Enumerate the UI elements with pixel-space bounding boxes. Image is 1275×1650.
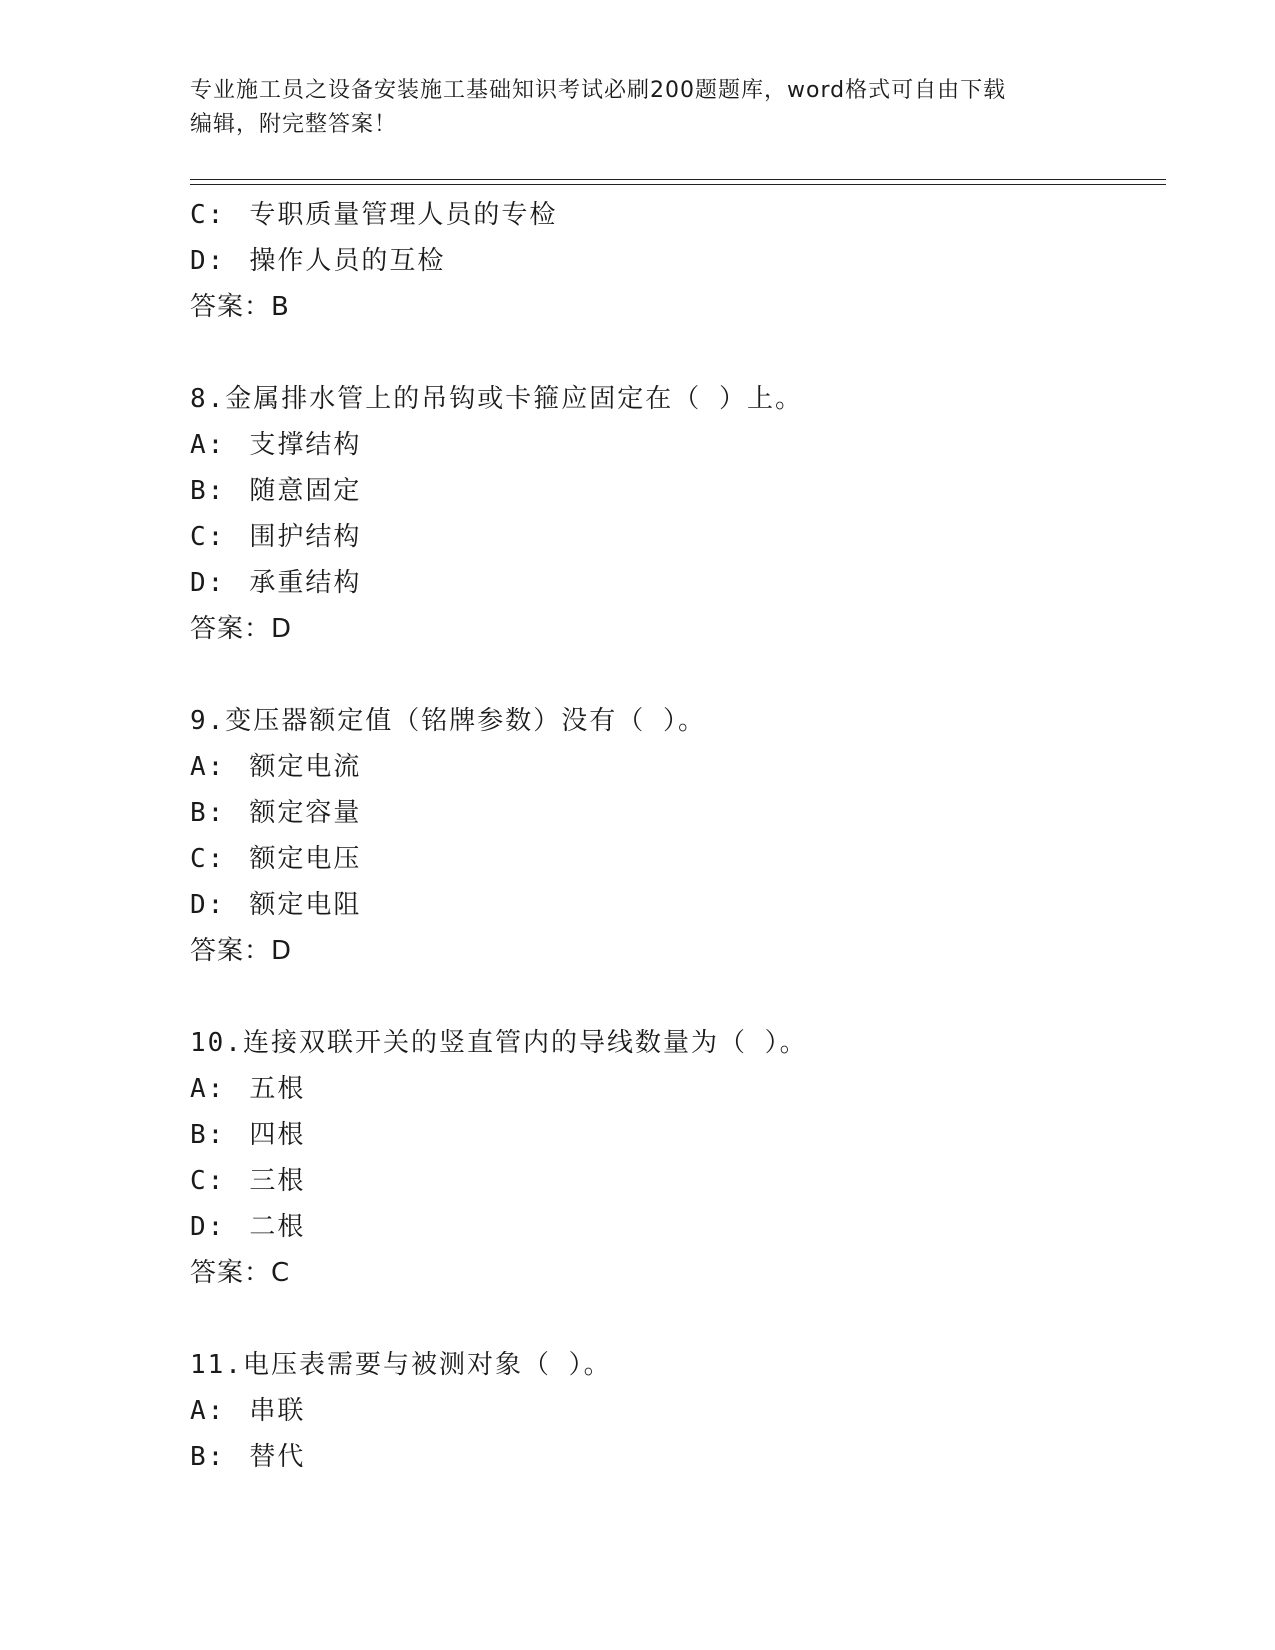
option-letter: A: bbox=[190, 1396, 226, 1426]
option-text: 二根 bbox=[249, 1212, 306, 1242]
option-letter: A: bbox=[190, 430, 226, 460]
option-letter: B: bbox=[190, 1442, 226, 1472]
option-text: 操作人员的互检 bbox=[249, 246, 446, 276]
option-letter: D: bbox=[190, 568, 226, 598]
option-line bbox=[190, 468, 1160, 514]
document-header bbox=[190, 74, 1090, 142]
blank-spacer bbox=[190, 1296, 1160, 1342]
option-line bbox=[190, 1158, 1160, 1204]
option-text: 支撑结构 bbox=[249, 430, 362, 460]
option-letter: B: bbox=[190, 798, 226, 828]
option-line bbox=[190, 790, 1160, 836]
option-letter: B: bbox=[190, 476, 226, 506]
option-text: 承重结构 bbox=[249, 568, 362, 598]
option-text: 随意固定 bbox=[249, 476, 362, 506]
option-line bbox=[190, 882, 1160, 928]
answer-line: 答案：D bbox=[190, 614, 293, 644]
option-line bbox=[190, 744, 1160, 790]
option-letter: C: bbox=[190, 200, 226, 230]
option-letter: D: bbox=[190, 246, 226, 276]
question-stem: 11.电压表需要与被测对象（ ）。 bbox=[190, 1350, 612, 1380]
option-letter: A: bbox=[190, 1074, 226, 1104]
option-line bbox=[190, 1434, 1160, 1480]
option-text: 额定电阻 bbox=[249, 890, 362, 920]
option-line bbox=[190, 422, 1160, 468]
answer-line: 答案：C bbox=[190, 1258, 291, 1288]
option-line bbox=[190, 836, 1160, 882]
option-line bbox=[190, 514, 1160, 560]
option-text: 五根 bbox=[249, 1074, 306, 1104]
option-text: 围护结构 bbox=[249, 522, 362, 552]
question-stem: 9.变压器额定值（铭牌参数）没有（ ）。 bbox=[190, 706, 706, 736]
option-letter: A: bbox=[190, 752, 226, 782]
option-line bbox=[190, 192, 1160, 238]
option-text: 额定容量 bbox=[249, 798, 362, 828]
question-stem: 8.金属排水管上的吊钩或卡箍应固定在（ ）上。 bbox=[190, 384, 803, 414]
option-text: 四根 bbox=[249, 1120, 306, 1150]
blank-spacer bbox=[190, 652, 1160, 698]
header-title-line-1: 专业施工员之设备安装施工基础知识考试必刷200题题库，word格式可自由下载 bbox=[190, 78, 1007, 103]
option-text: 专职质量管理人员的专检 bbox=[249, 200, 558, 230]
option-text: 三根 bbox=[249, 1166, 306, 1196]
option-line bbox=[190, 1204, 1160, 1250]
header-divider-bottom bbox=[190, 184, 1166, 185]
option-text: 串联 bbox=[249, 1396, 306, 1426]
answer-line: 答案：D bbox=[190, 936, 293, 966]
option-letter: D: bbox=[190, 1212, 226, 1242]
option-text: 替代 bbox=[249, 1442, 306, 1472]
option-letter: D: bbox=[190, 890, 226, 920]
option-letter: C: bbox=[190, 844, 226, 874]
option-letter: C: bbox=[190, 1166, 226, 1196]
question-list bbox=[190, 192, 1160, 1480]
option-letter: B: bbox=[190, 1120, 226, 1150]
question-stem: 10.连接双联开关的竖直管内的导线数量为（ ）。 bbox=[190, 1028, 808, 1058]
header-title-line-2: 编辑，附完整答案！ bbox=[190, 112, 398, 137]
option-line bbox=[190, 238, 1160, 284]
option-text: 额定电压 bbox=[249, 844, 362, 874]
option-text: 额定电流 bbox=[249, 752, 362, 782]
header-divider-top bbox=[190, 179, 1166, 180]
option-letter: C: bbox=[190, 522, 226, 552]
option-line bbox=[190, 1066, 1160, 1112]
answer-line: 答案：B bbox=[190, 292, 290, 322]
blank-spacer bbox=[190, 974, 1160, 1020]
option-line bbox=[190, 560, 1160, 606]
blank-spacer bbox=[190, 330, 1160, 376]
option-line bbox=[190, 1388, 1160, 1434]
option-line bbox=[190, 1112, 1160, 1158]
